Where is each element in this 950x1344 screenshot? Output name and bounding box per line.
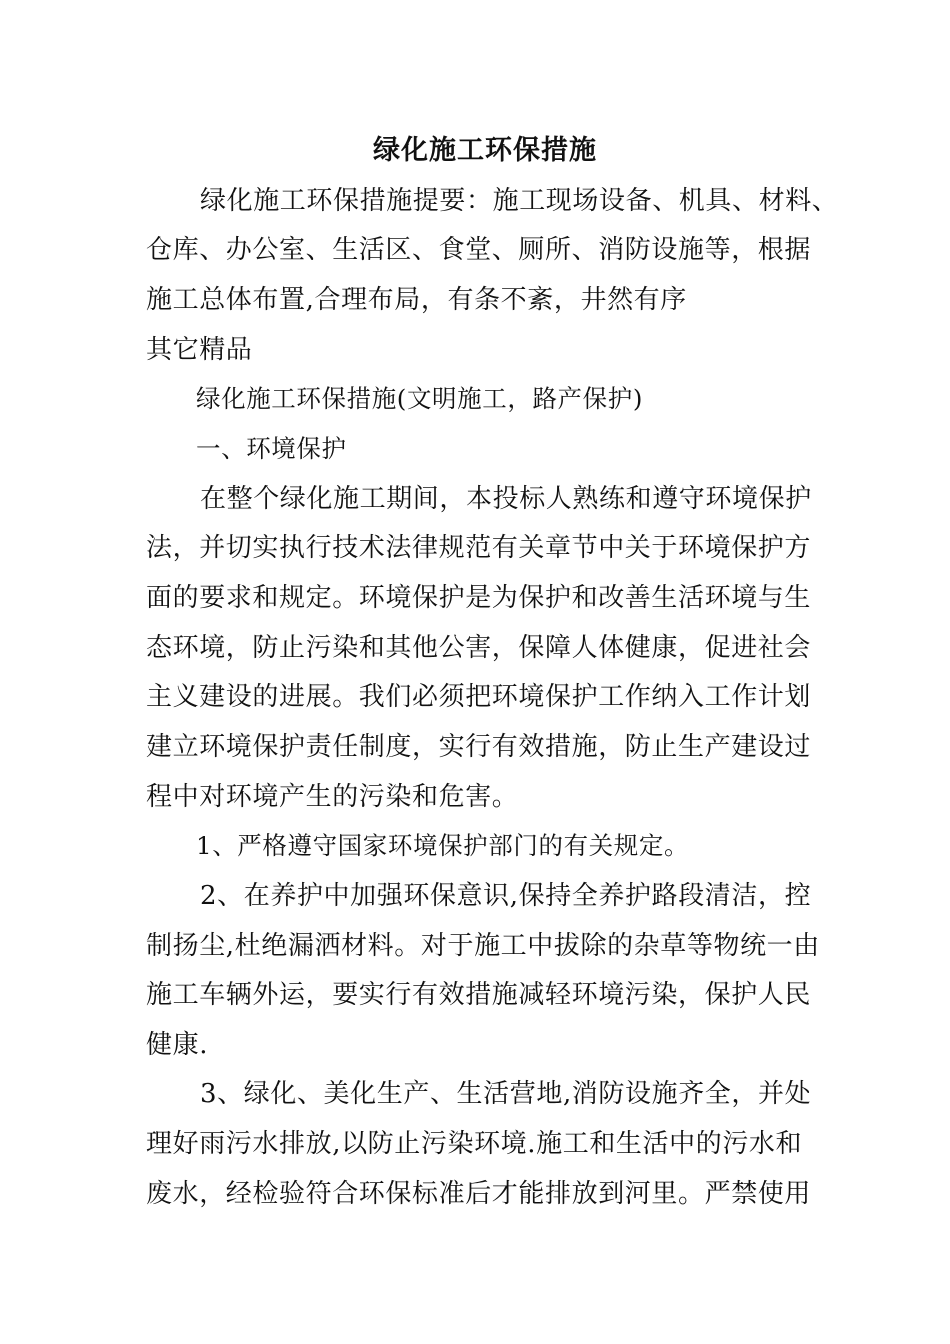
list-item: 2、在养护中加强环保意识,保持全养护路段清洁，控: [200, 881, 812, 911]
paragraph-line: 仓库、办公室、生活区、食堂、厕所、消防设施等，根据: [146, 235, 812, 265]
paragraph-line: 面的要求和规定。环境保护是为保护和改善生活环境与生: [146, 583, 812, 613]
paragraph-line: 绿化施工环保措施提要：施工现场设备、机具、材料、: [200, 186, 839, 216]
list-item: 3、绿化、美化生产、生活营地,消防设施齐全，并处: [200, 1079, 812, 1109]
paragraph-line: 主义建设的进展。我们必须把环境保护工作纳入工作计划: [146, 682, 812, 712]
paragraph-line: 施工总体布置,合理布局，有条不紊，井然有序: [146, 285, 687, 315]
section-heading: 一、环境保护: [196, 434, 347, 463]
paragraph-line: 理好雨污水排放,以防止污染环境.施工和生活中的污水和: [146, 1129, 803, 1159]
paragraph-line: 绿化施工环保措施(文明施工，路产保护): [196, 384, 644, 413]
paragraph-line: 程中对环境产生的污染和危害。: [146, 782, 519, 812]
paragraph-line: 健康.: [146, 1030, 209, 1060]
paragraph-line: 制扬尘,杜绝漏洒材料。对于施工中拔除的杂草等物统一由: [146, 931, 820, 961]
paragraph-line: 在整个绿化施工期间，本投标人熟练和遵守环境保护: [200, 484, 812, 514]
paragraph-line: 态环境，防止污染和其他公害，保障人体健康，促进社会: [146, 633, 812, 663]
document-title: 绿化施工环保措施: [373, 135, 597, 166]
paragraph-line: 废水，经检验符合环保标准后才能排放到河里。严禁使用: [146, 1179, 812, 1209]
paragraph-line: 法，并切实执行技术法律规范有关章节中关于环境保护方: [146, 533, 812, 563]
paragraph-line: 施工车辆外运，要实行有效措施减轻环境污染，保护人民: [146, 980, 812, 1010]
list-item: 1、严格遵守国家环境保护部门的有关规定。: [196, 831, 690, 860]
paragraph-line: 其它精品: [146, 335, 253, 365]
paragraph-line: 建立环境保护责任制度，实行有效措施，防止生产建设过: [146, 732, 812, 762]
